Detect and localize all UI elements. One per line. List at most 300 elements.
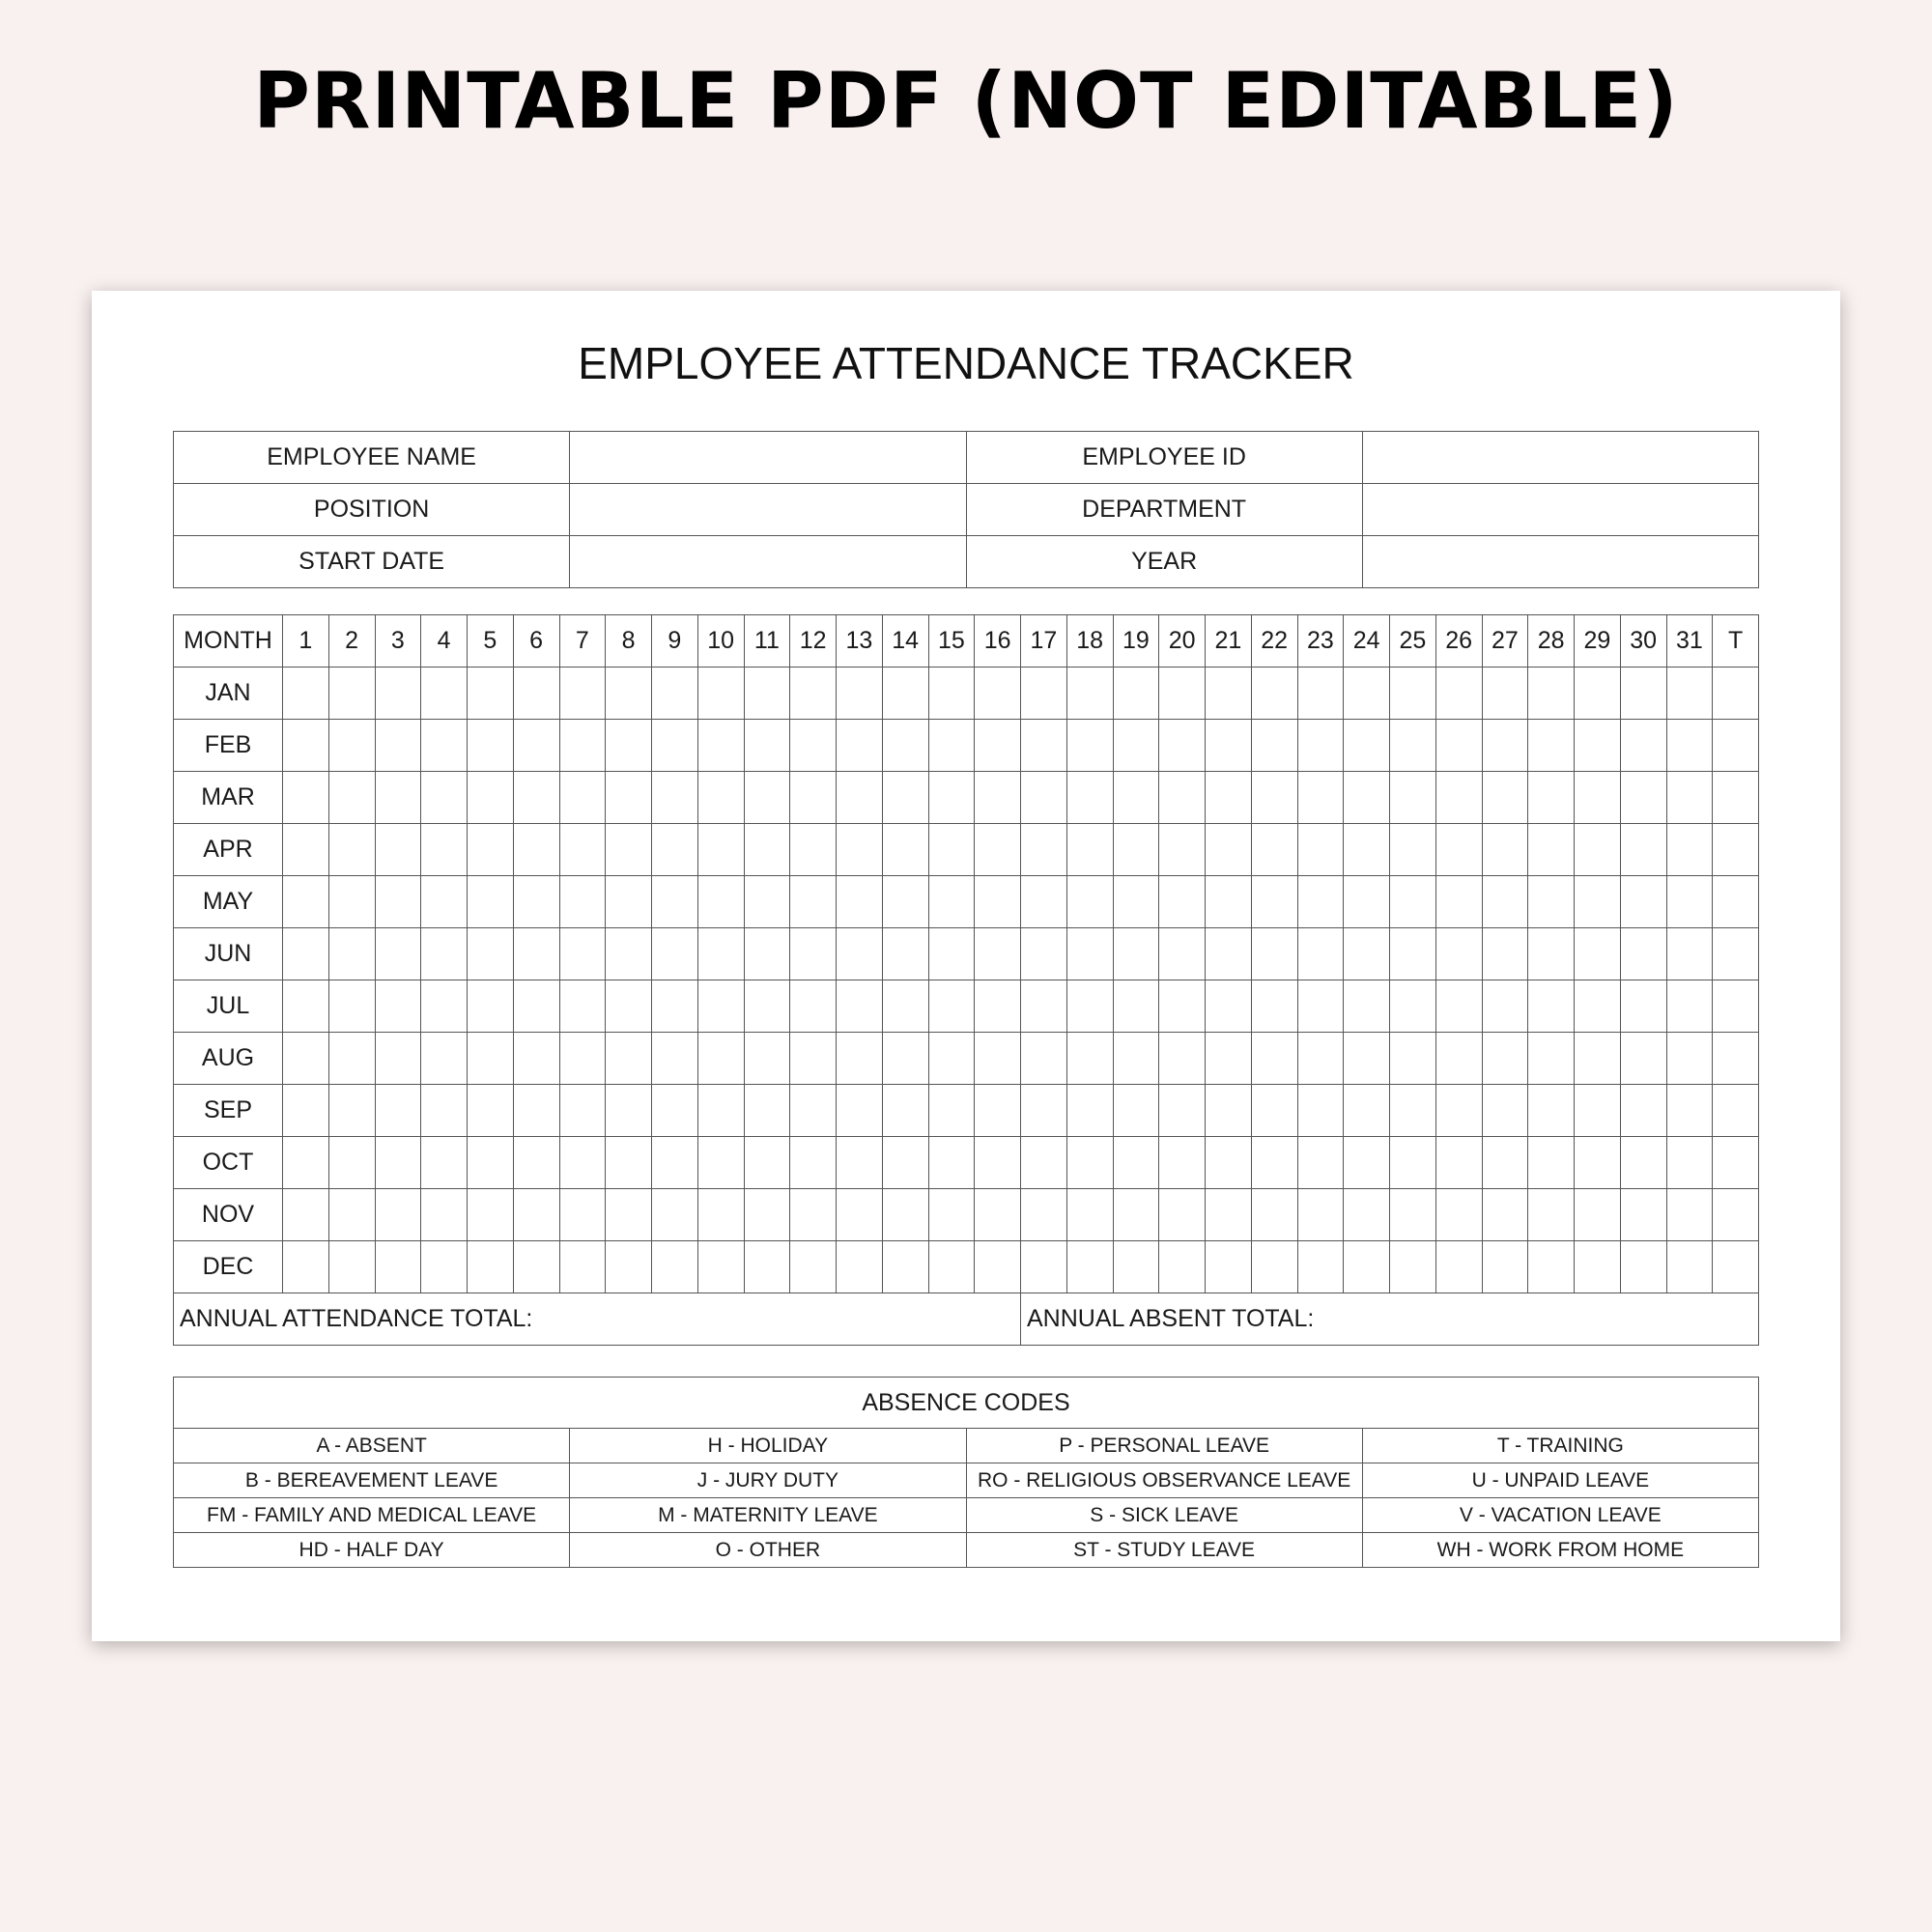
day-cell[interactable]	[375, 928, 421, 980]
day-cell[interactable]	[1251, 772, 1297, 824]
day-cell[interactable]	[283, 1137, 329, 1189]
day-cell[interactable]	[1021, 1085, 1067, 1137]
day-cell[interactable]	[1113, 1085, 1159, 1137]
day-cell[interactable]	[1666, 1137, 1713, 1189]
info-value-field[interactable]	[1362, 536, 1758, 588]
day-cell[interactable]	[1297, 1137, 1344, 1189]
day-cell[interactable]	[744, 928, 790, 980]
day-cell[interactable]	[1297, 824, 1344, 876]
day-cell[interactable]	[1021, 1033, 1067, 1085]
day-cell[interactable]	[559, 1137, 606, 1189]
day-cell[interactable]	[1528, 668, 1575, 720]
day-cell[interactable]	[468, 772, 514, 824]
day-cell[interactable]	[882, 1137, 928, 1189]
day-cell[interactable]	[1482, 980, 1528, 1033]
day-cell[interactable]	[652, 928, 698, 980]
day-cell[interactable]	[283, 928, 329, 980]
day-cell[interactable]	[1159, 772, 1206, 824]
day-cell[interactable]	[1297, 720, 1344, 772]
day-cell[interactable]	[652, 1137, 698, 1189]
day-cell[interactable]	[606, 720, 652, 772]
day-cell[interactable]	[283, 1189, 329, 1241]
day-cell[interactable]	[468, 1241, 514, 1293]
day-cell[interactable]	[744, 824, 790, 876]
day-cell[interactable]	[1528, 1241, 1575, 1293]
day-cell[interactable]	[928, 1137, 975, 1189]
day-cell[interactable]	[1021, 668, 1067, 720]
day-cell[interactable]	[1113, 1137, 1159, 1189]
day-cell[interactable]	[1066, 668, 1113, 720]
day-cell[interactable]	[1297, 928, 1344, 980]
day-cell[interactable]	[1297, 876, 1344, 928]
day-cell[interactable]	[790, 928, 837, 980]
day-cell[interactable]	[1435, 876, 1482, 928]
day-cell[interactable]	[468, 1189, 514, 1241]
day-cell[interactable]	[1528, 772, 1575, 824]
day-cell[interactable]	[1666, 1189, 1713, 1241]
day-cell[interactable]	[468, 720, 514, 772]
day-cell[interactable]	[790, 772, 837, 824]
day-cell[interactable]	[1113, 668, 1159, 720]
day-cell[interactable]	[1344, 980, 1390, 1033]
day-cell[interactable]	[1435, 928, 1482, 980]
day-cell[interactable]	[1344, 668, 1390, 720]
day-cell[interactable]	[513, 824, 559, 876]
day-cell[interactable]	[421, 824, 468, 876]
day-cell[interactable]	[606, 1033, 652, 1085]
day-cell[interactable]	[697, 824, 744, 876]
day-cell[interactable]	[1251, 824, 1297, 876]
day-cell[interactable]	[928, 668, 975, 720]
day-cell[interactable]	[606, 1137, 652, 1189]
day-cell[interactable]	[697, 668, 744, 720]
day-cell[interactable]	[1435, 980, 1482, 1033]
day-cell[interactable]	[1297, 1085, 1344, 1137]
day-cell[interactable]	[975, 720, 1021, 772]
day-cell[interactable]	[1482, 772, 1528, 824]
day-cell[interactable]	[1390, 928, 1436, 980]
day-cell[interactable]	[882, 980, 928, 1033]
day-cell[interactable]	[513, 928, 559, 980]
day-cell[interactable]	[421, 1085, 468, 1137]
annual-absent-total[interactable]: ANNUAL ABSENT TOTAL:	[1021, 1293, 1759, 1346]
day-cell[interactable]	[1021, 980, 1067, 1033]
day-cell[interactable]	[559, 824, 606, 876]
day-cell[interactable]	[1206, 980, 1252, 1033]
day-cell[interactable]	[1390, 1137, 1436, 1189]
day-cell[interactable]	[1435, 1137, 1482, 1189]
day-cell[interactable]	[837, 1085, 883, 1137]
day-cell[interactable]	[606, 980, 652, 1033]
day-cell[interactable]	[1344, 1241, 1390, 1293]
day-cell[interactable]	[697, 1033, 744, 1085]
day-cell[interactable]	[559, 772, 606, 824]
day-cell[interactable]	[1620, 668, 1666, 720]
day-cell[interactable]	[513, 876, 559, 928]
day-cell[interactable]	[975, 876, 1021, 928]
day-cell[interactable]	[975, 928, 1021, 980]
day-cell[interactable]	[1206, 1085, 1252, 1137]
day-cell[interactable]	[1021, 928, 1067, 980]
day-cell[interactable]	[328, 668, 375, 720]
day-cell[interactable]	[837, 1033, 883, 1085]
day-cell[interactable]	[1528, 876, 1575, 928]
day-cell[interactable]	[1159, 720, 1206, 772]
day-cell[interactable]	[375, 772, 421, 824]
day-cell[interactable]	[1713, 772, 1759, 824]
day-cell[interactable]	[928, 928, 975, 980]
day-cell[interactable]	[1066, 1085, 1113, 1137]
day-cell[interactable]	[328, 1189, 375, 1241]
day-cell[interactable]	[1666, 824, 1713, 876]
day-cell[interactable]	[652, 980, 698, 1033]
day-cell[interactable]	[1528, 1033, 1575, 1085]
day-cell[interactable]	[790, 720, 837, 772]
day-cell[interactable]	[837, 824, 883, 876]
day-cell[interactable]	[790, 980, 837, 1033]
day-cell[interactable]	[468, 668, 514, 720]
day-cell[interactable]	[975, 668, 1021, 720]
day-cell[interactable]	[559, 1241, 606, 1293]
day-cell[interactable]	[697, 772, 744, 824]
day-cell[interactable]	[1159, 1085, 1206, 1137]
day-cell[interactable]	[1159, 668, 1206, 720]
day-cell[interactable]	[1344, 720, 1390, 772]
day-cell[interactable]	[1206, 1241, 1252, 1293]
day-cell[interactable]	[421, 1137, 468, 1189]
day-cell[interactable]	[882, 928, 928, 980]
day-cell[interactable]	[1344, 1085, 1390, 1137]
day-cell[interactable]	[606, 668, 652, 720]
day-cell[interactable]	[283, 1085, 329, 1137]
day-cell[interactable]	[744, 1241, 790, 1293]
day-cell[interactable]	[606, 1241, 652, 1293]
day-cell[interactable]	[1482, 824, 1528, 876]
day-cell[interactable]	[1251, 720, 1297, 772]
day-cell[interactable]	[882, 1241, 928, 1293]
day-cell[interactable]	[928, 980, 975, 1033]
day-cell[interactable]	[697, 720, 744, 772]
day-cell[interactable]	[652, 1033, 698, 1085]
day-cell[interactable]	[1435, 1189, 1482, 1241]
day-cell[interactable]	[468, 876, 514, 928]
day-cell[interactable]	[1390, 668, 1436, 720]
day-cell[interactable]	[375, 980, 421, 1033]
day-cell[interactable]	[375, 668, 421, 720]
info-value-field[interactable]	[1362, 432, 1758, 484]
day-cell[interactable]	[790, 824, 837, 876]
day-cell[interactable]	[1713, 1085, 1759, 1137]
day-cell[interactable]	[559, 1189, 606, 1241]
day-cell[interactable]	[375, 824, 421, 876]
day-cell[interactable]	[1575, 876, 1621, 928]
day-cell[interactable]	[559, 876, 606, 928]
day-cell[interactable]	[1206, 1189, 1252, 1241]
day-cell[interactable]	[1390, 876, 1436, 928]
day-cell[interactable]	[421, 720, 468, 772]
day-cell[interactable]	[1251, 980, 1297, 1033]
day-cell[interactable]	[1713, 1137, 1759, 1189]
day-cell[interactable]	[1713, 928, 1759, 980]
day-cell[interactable]	[652, 876, 698, 928]
day-cell[interactable]	[1297, 980, 1344, 1033]
day-cell[interactable]	[744, 1137, 790, 1189]
day-cell[interactable]	[1713, 876, 1759, 928]
day-cell[interactable]	[1620, 824, 1666, 876]
day-cell[interactable]	[1390, 720, 1436, 772]
info-value-field[interactable]	[570, 484, 966, 536]
day-cell[interactable]	[837, 876, 883, 928]
day-cell[interactable]	[1206, 772, 1252, 824]
day-cell[interactable]	[1159, 980, 1206, 1033]
day-cell[interactable]	[1344, 876, 1390, 928]
day-cell[interactable]	[1066, 1033, 1113, 1085]
day-cell[interactable]	[468, 1085, 514, 1137]
day-cell[interactable]	[744, 668, 790, 720]
day-cell[interactable]	[837, 772, 883, 824]
day-cell[interactable]	[975, 772, 1021, 824]
day-cell[interactable]	[1344, 772, 1390, 824]
day-cell[interactable]	[1344, 928, 1390, 980]
day-cell[interactable]	[928, 876, 975, 928]
day-cell[interactable]	[1482, 1241, 1528, 1293]
day-cell[interactable]	[1113, 720, 1159, 772]
day-cell[interactable]	[1159, 1241, 1206, 1293]
day-cell[interactable]	[744, 1085, 790, 1137]
day-cell[interactable]	[1251, 1137, 1297, 1189]
day-cell[interactable]	[421, 668, 468, 720]
day-cell[interactable]	[1390, 1033, 1436, 1085]
day-cell[interactable]	[1528, 928, 1575, 980]
day-cell[interactable]	[790, 1189, 837, 1241]
day-cell[interactable]	[468, 928, 514, 980]
day-cell[interactable]	[1713, 720, 1759, 772]
day-cell[interactable]	[1390, 824, 1436, 876]
day-cell[interactable]	[928, 1085, 975, 1137]
day-cell[interactable]	[1066, 1137, 1113, 1189]
day-cell[interactable]	[1206, 668, 1252, 720]
day-cell[interactable]	[1159, 824, 1206, 876]
day-cell[interactable]	[1575, 1137, 1621, 1189]
day-cell[interactable]	[468, 824, 514, 876]
day-cell[interactable]	[283, 824, 329, 876]
day-cell[interactable]	[1066, 720, 1113, 772]
day-cell[interactable]	[1251, 1189, 1297, 1241]
day-cell[interactable]	[1344, 1033, 1390, 1085]
day-cell[interactable]	[1435, 824, 1482, 876]
day-cell[interactable]	[1390, 1085, 1436, 1137]
day-cell[interactable]	[882, 876, 928, 928]
day-cell[interactable]	[1666, 1033, 1713, 1085]
day-cell[interactable]	[1575, 720, 1621, 772]
day-cell[interactable]	[882, 1033, 928, 1085]
day-cell[interactable]	[1575, 1085, 1621, 1137]
day-cell[interactable]	[1575, 1033, 1621, 1085]
day-cell[interactable]	[1113, 928, 1159, 980]
day-cell[interactable]	[1620, 772, 1666, 824]
day-cell[interactable]	[1435, 772, 1482, 824]
day-cell[interactable]	[928, 1189, 975, 1241]
day-cell[interactable]	[606, 876, 652, 928]
day-cell[interactable]	[1620, 1241, 1666, 1293]
day-cell[interactable]	[513, 1189, 559, 1241]
day-cell[interactable]	[606, 1085, 652, 1137]
day-cell[interactable]	[1206, 720, 1252, 772]
day-cell[interactable]	[1066, 1189, 1113, 1241]
day-cell[interactable]	[1435, 1241, 1482, 1293]
day-cell[interactable]	[1344, 1189, 1390, 1241]
day-cell[interactable]	[468, 980, 514, 1033]
day-cell[interactable]	[1159, 1137, 1206, 1189]
day-cell[interactable]	[1297, 1189, 1344, 1241]
day-cell[interactable]	[1666, 668, 1713, 720]
day-cell[interactable]	[1575, 668, 1621, 720]
day-cell[interactable]	[328, 772, 375, 824]
day-cell[interactable]	[328, 980, 375, 1033]
day-cell[interactable]	[1344, 1137, 1390, 1189]
day-cell[interactable]	[928, 824, 975, 876]
day-cell[interactable]	[1021, 1241, 1067, 1293]
day-cell[interactable]	[837, 980, 883, 1033]
day-cell[interactable]	[1620, 1189, 1666, 1241]
info-value-field[interactable]	[570, 432, 966, 484]
day-cell[interactable]	[328, 876, 375, 928]
day-cell[interactable]	[1435, 1085, 1482, 1137]
day-cell[interactable]	[1021, 1189, 1067, 1241]
day-cell[interactable]	[283, 1033, 329, 1085]
day-cell[interactable]	[1435, 1033, 1482, 1085]
day-cell[interactable]	[652, 1085, 698, 1137]
day-cell[interactable]	[837, 720, 883, 772]
day-cell[interactable]	[1620, 1033, 1666, 1085]
day-cell[interactable]	[375, 1137, 421, 1189]
day-cell[interactable]	[790, 1137, 837, 1189]
day-cell[interactable]	[1390, 1189, 1436, 1241]
day-cell[interactable]	[652, 1241, 698, 1293]
day-cell[interactable]	[1297, 1241, 1344, 1293]
day-cell[interactable]	[559, 668, 606, 720]
day-cell[interactable]	[328, 1137, 375, 1189]
day-cell[interactable]	[1113, 772, 1159, 824]
day-cell[interactable]	[1297, 668, 1344, 720]
day-cell[interactable]	[283, 980, 329, 1033]
day-cell[interactable]	[1206, 876, 1252, 928]
day-cell[interactable]	[790, 1085, 837, 1137]
day-cell[interactable]	[837, 1137, 883, 1189]
day-cell[interactable]	[1021, 876, 1067, 928]
day-cell[interactable]	[1390, 980, 1436, 1033]
day-cell[interactable]	[421, 1241, 468, 1293]
day-cell[interactable]	[421, 980, 468, 1033]
day-cell[interactable]	[1390, 1241, 1436, 1293]
day-cell[interactable]	[1206, 1033, 1252, 1085]
day-cell[interactable]	[1528, 1085, 1575, 1137]
day-cell[interactable]	[1113, 1241, 1159, 1293]
day-cell[interactable]	[697, 980, 744, 1033]
day-cell[interactable]	[697, 928, 744, 980]
day-cell[interactable]	[513, 1241, 559, 1293]
day-cell[interactable]	[928, 1241, 975, 1293]
day-cell[interactable]	[1482, 668, 1528, 720]
day-cell[interactable]	[421, 1033, 468, 1085]
day-cell[interactable]	[1620, 1137, 1666, 1189]
day-cell[interactable]	[559, 1033, 606, 1085]
day-cell[interactable]	[882, 668, 928, 720]
day-cell[interactable]	[328, 928, 375, 980]
day-cell[interactable]	[1575, 980, 1621, 1033]
day-cell[interactable]	[1297, 1033, 1344, 1085]
day-cell[interactable]	[928, 720, 975, 772]
day-cell[interactable]	[790, 876, 837, 928]
day-cell[interactable]	[559, 720, 606, 772]
day-cell[interactable]	[375, 876, 421, 928]
day-cell[interactable]	[1297, 772, 1344, 824]
day-cell[interactable]	[1620, 876, 1666, 928]
day-cell[interactable]	[1666, 928, 1713, 980]
day-cell[interactable]	[744, 1033, 790, 1085]
day-cell[interactable]	[882, 772, 928, 824]
annual-attendance-total[interactable]: ANNUAL ATTENDANCE TOTAL:	[174, 1293, 1021, 1346]
day-cell[interactable]	[421, 876, 468, 928]
day-cell[interactable]	[744, 980, 790, 1033]
day-cell[interactable]	[283, 668, 329, 720]
day-cell[interactable]	[1713, 980, 1759, 1033]
day-cell[interactable]	[1713, 1189, 1759, 1241]
day-cell[interactable]	[1159, 876, 1206, 928]
day-cell[interactable]	[1066, 824, 1113, 876]
day-cell[interactable]	[1575, 772, 1621, 824]
day-cell[interactable]	[1066, 980, 1113, 1033]
day-cell[interactable]	[697, 1189, 744, 1241]
day-cell[interactable]	[421, 1189, 468, 1241]
day-cell[interactable]	[652, 668, 698, 720]
day-cell[interactable]	[606, 928, 652, 980]
day-cell[interactable]	[328, 1241, 375, 1293]
day-cell[interactable]	[1113, 980, 1159, 1033]
day-cell[interactable]	[375, 720, 421, 772]
day-cell[interactable]	[559, 928, 606, 980]
day-cell[interactable]	[1251, 1241, 1297, 1293]
day-cell[interactable]	[928, 772, 975, 824]
day-cell[interactable]	[837, 1189, 883, 1241]
day-cell[interactable]	[652, 1189, 698, 1241]
day-cell[interactable]	[1066, 876, 1113, 928]
day-cell[interactable]	[1344, 824, 1390, 876]
day-cell[interactable]	[790, 1033, 837, 1085]
day-cell[interactable]	[1159, 928, 1206, 980]
day-cell[interactable]	[697, 1241, 744, 1293]
day-cell[interactable]	[606, 772, 652, 824]
day-cell[interactable]	[283, 1241, 329, 1293]
day-cell[interactable]	[1666, 876, 1713, 928]
info-value-field[interactable]	[570, 536, 966, 588]
day-cell[interactable]	[328, 824, 375, 876]
day-cell[interactable]	[882, 720, 928, 772]
day-cell[interactable]	[513, 668, 559, 720]
day-cell[interactable]	[744, 720, 790, 772]
day-cell[interactable]	[975, 1241, 1021, 1293]
day-cell[interactable]	[975, 1033, 1021, 1085]
day-cell[interactable]	[1113, 1033, 1159, 1085]
day-cell[interactable]	[1251, 928, 1297, 980]
day-cell[interactable]	[375, 1085, 421, 1137]
day-cell[interactable]	[1620, 1085, 1666, 1137]
day-cell[interactable]	[1620, 980, 1666, 1033]
day-cell[interactable]	[328, 1033, 375, 1085]
day-cell[interactable]	[790, 668, 837, 720]
day-cell[interactable]	[1575, 1241, 1621, 1293]
day-cell[interactable]	[1666, 772, 1713, 824]
